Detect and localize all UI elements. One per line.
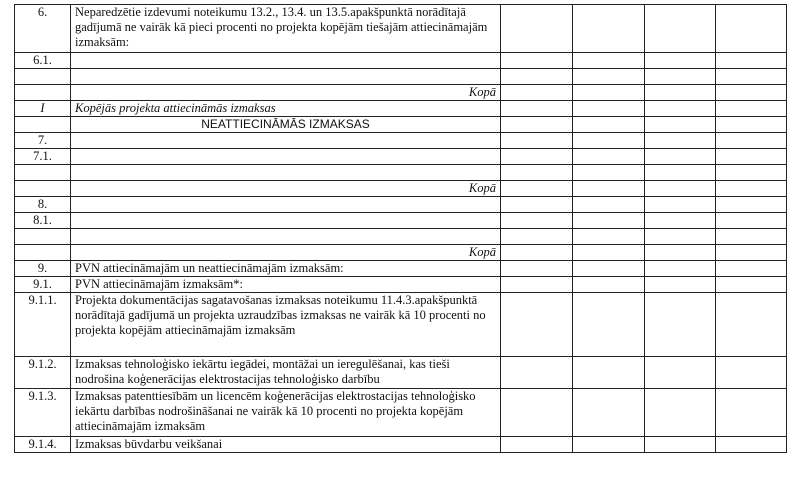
row-description: Izmaksas tehnoloģisko iekārtu iegādei, montāžai un ieregulēšanai, kas tieši nodrošina koģenerācijas elektrostacijas tehnoloģisko darbību [71,357,501,389]
total-label: Kopā [71,245,501,261]
row-number: 6. [15,5,71,53]
table-row [15,437,787,453]
table-row [15,53,787,69]
table-row [15,213,787,229]
table-row [15,293,787,357]
heading-row [15,117,787,133]
row-number: 9.1.3. [15,389,71,437]
row-description: Izmaksas patenttiesībām un licencēm koģenerācijas elektrostacijas tehnoloģisko iekārtu darbības nodrošināšanai ne vairāk kā 10 procenti no projekta kopējām attiecināmajām izmaksām [71,389,501,437]
row-description [71,133,501,149]
row-number: 9.1.1. [15,293,71,357]
total-label: Kopā [71,85,501,101]
row-number: 8. [15,197,71,213]
table-row [15,69,787,85]
table-row [15,357,787,389]
total-row [15,181,787,197]
row-description: Izmaksas būvdarbu veikšanai [71,437,501,453]
row-number: 6.1. [15,53,71,69]
row-description: PVN attiecināmajām un neattiecināmajām izmaksām: [71,261,501,277]
row-description [71,149,501,165]
total-row [15,85,787,101]
row-description: Projekta dokumentācijas sagatavošanas izmaksas noteikumu 11.4.3.apakšpunktā norādītajā gadījumā un projekta uzraudzības izmaksas ne vairāk kā 10 procenti no projekta kopējām attiecināmajām izmaksām [71,293,501,357]
total-label: Kopā [71,181,501,197]
row-description [71,213,501,229]
row-number: I [15,101,71,117]
table-row [15,149,787,165]
section-row [15,101,787,117]
total-row [15,245,787,261]
row-description [71,197,501,213]
row-number: 9. [15,261,71,277]
table-row [15,5,787,53]
table-row [15,165,787,181]
table-row [15,389,787,437]
row-number: 8.1. [15,213,71,229]
table-row [15,133,787,149]
row-description [71,53,501,69]
row-number: 7.1. [15,149,71,165]
cost-table [14,4,787,453]
row-number: 7. [15,133,71,149]
table-row [15,277,787,293]
row-number: 9.1.4. [15,437,71,453]
row-number: 9.1.2. [15,357,71,389]
row-description: Kopējās projekta attiecināmās izmaksas [71,101,501,117]
table-row [15,229,787,245]
section-heading: NEATTIECINĀMĀS IZMAKSAS [71,117,501,133]
row-number: 9.1. [15,277,71,293]
row-description: Neparedzētie izdevumi noteikumu 13.2., 13.4. un 13.5.apakšpunktā norādītajā gadījumā ne vairāk kā pieci procenti no projekta kopējām tiešajām attiecināmajām izmaksām: [71,5,501,53]
row-description: PVN attiecināmajām izmaksām*: [71,277,501,293]
cost-table-page [14,4,787,453]
table-row [15,261,787,277]
table-row [15,197,787,213]
